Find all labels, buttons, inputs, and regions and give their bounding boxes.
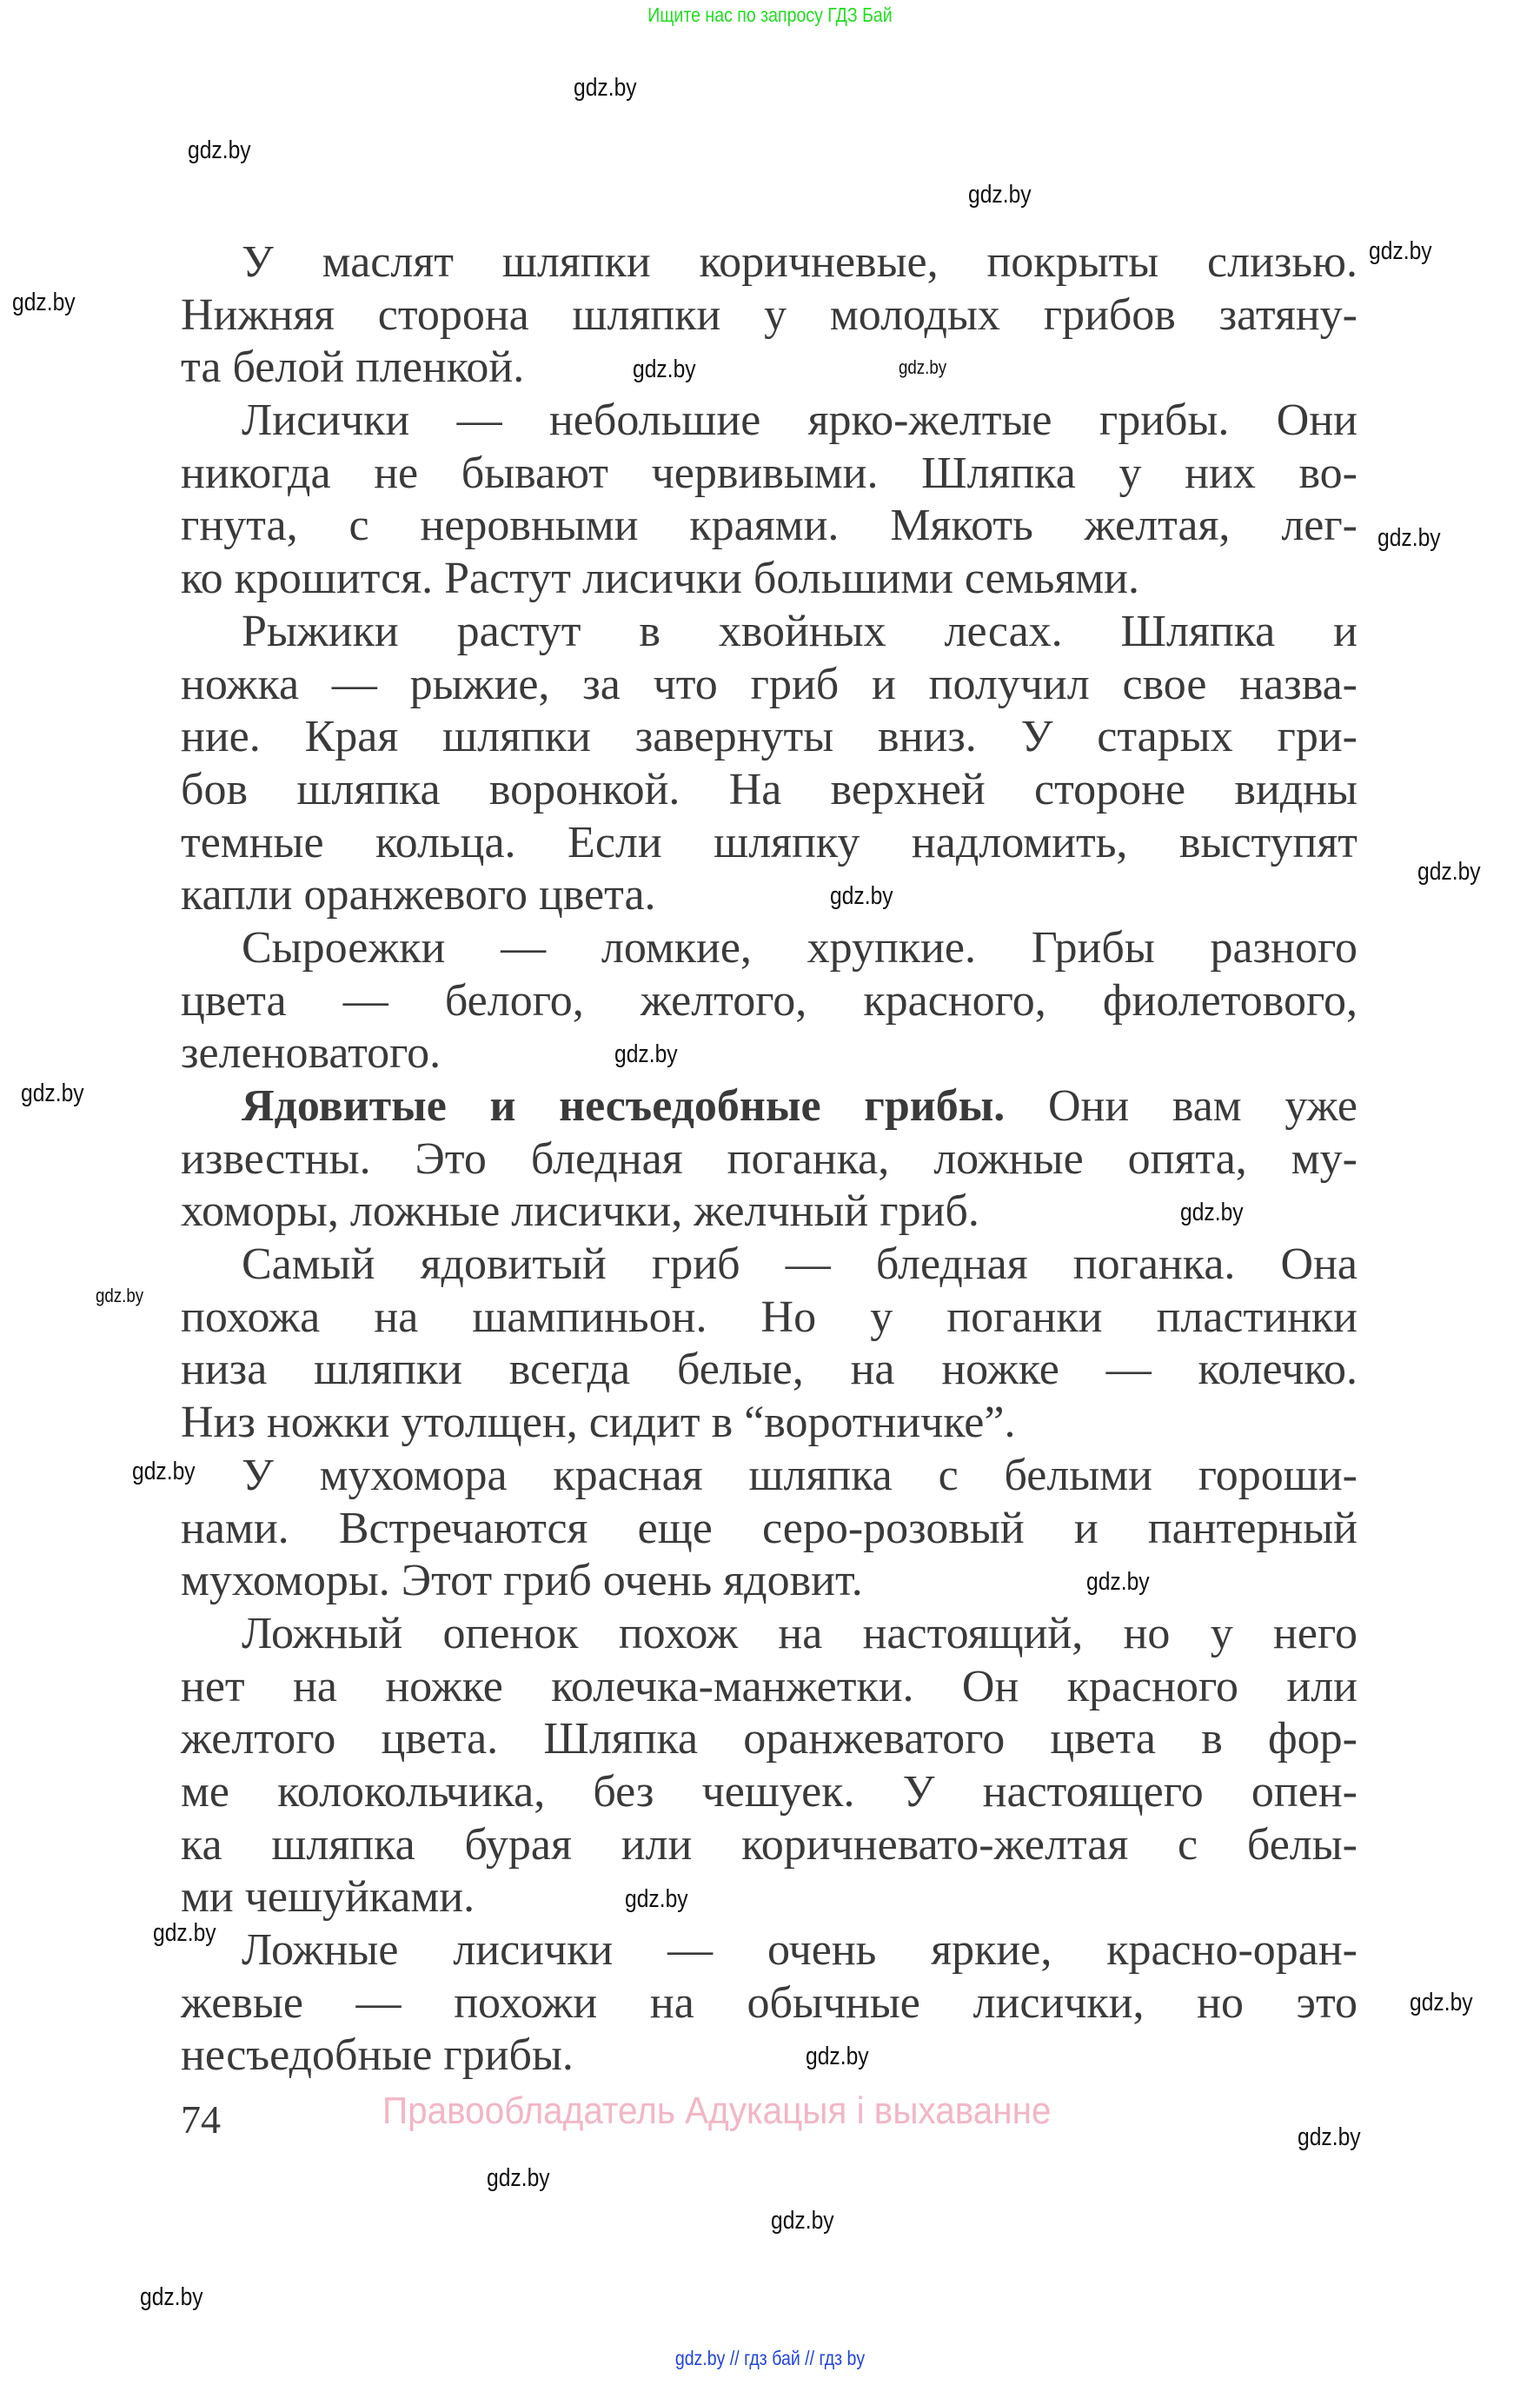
gdz-watermark: gdz.by	[1369, 237, 1432, 265]
text-line	[181, 448, 1357, 501]
text-line-content: цвета — белого, желтого, красного, фиолетового,	[181, 975, 1357, 1026]
body-text	[181, 236, 1357, 2083]
text-line	[181, 2030, 1357, 2083]
top-banner-link[interactable]: Ищите нас по запросу ГДЗ Бай	[647, 3, 893, 26]
text-line-content: низа шляпки всегда белые, на ножке — колечко.	[181, 1345, 1357, 1395]
gdz-watermark: gdz.by	[1377, 524, 1441, 552]
footer-links[interactable]: gdz.by // гдз бай // гдз by	[674, 2347, 866, 2369]
gdz-watermark: gdz.by	[12, 289, 76, 316]
text-line	[181, 1977, 1357, 2030]
text-line	[181, 1292, 1357, 1345]
gdz-watermark: gdz.by	[625, 1885, 688, 1913]
gdz-watermark: gdz.by	[21, 1080, 84, 1107]
text-line-content: зеленоватого.	[181, 1028, 441, 1079]
gdz-watermark: gdz.by	[771, 2207, 834, 2235]
text-line	[181, 1133, 1357, 1186]
gdz-watermark: gdz.by	[96, 1285, 144, 1306]
text-line	[181, 975, 1357, 1028]
text-line	[181, 711, 1357, 764]
text-line	[181, 1924, 1357, 1977]
gdz-watermark: gdz.by	[806, 2043, 869, 2070]
text-line-content: Сыроежки — ломкие, хрупкие. Грибы разного	[242, 922, 1357, 973]
gdz-watermark: gdz.by	[1298, 2123, 1361, 2151]
text-line	[181, 236, 1357, 289]
rights-holder-watermark: Правообладатель Адукацыя і выхаванне	[382, 2089, 1052, 2132]
gdz-watermark: gdz.by	[968, 181, 1032, 209]
text-line-content: ка шляпка бурая или коричневато-желтая с белы-	[181, 1819, 1357, 1870]
text-line	[181, 869, 1357, 922]
gdz-watermark: gdz.by	[132, 1458, 196, 1485]
text-line	[181, 1450, 1357, 1503]
page-number: 74	[181, 2097, 221, 2142]
text-line	[181, 1027, 1357, 1080]
text-line-content: известны. Это бледная поганка, ложные опята, му-	[181, 1133, 1357, 1184]
text-line-content: Они вам уже	[1005, 1081, 1357, 1131]
text-line	[181, 553, 1357, 606]
text-line	[181, 764, 1357, 817]
text-line	[181, 1080, 1357, 1133]
text-line	[181, 922, 1357, 975]
text-line-content: нами. Встречаются еще серо-розовый и пантерный	[181, 1503, 1357, 1553]
text-line	[181, 1661, 1357, 1714]
gdz-watermark: gdz.by	[153, 1919, 216, 1947]
text-line	[181, 606, 1357, 659]
text-line-content: несъедобные грибы.	[181, 2030, 574, 2081]
gdz-watermark: gdz.by	[1180, 1199, 1244, 1226]
text-line-content: Ложный опенок похож на настоящий, но у него	[242, 1608, 1357, 1658]
text-line-content: бов шляпка воронкой. На верхней стороне видны	[181, 764, 1357, 814]
text-line	[181, 395, 1357, 448]
text-line	[181, 342, 1357, 395]
text-line	[181, 1713, 1357, 1766]
text-line	[181, 1397, 1357, 1450]
text-line-content: хоморы, ложные лисички, желчный гриб.	[181, 1186, 979, 1237]
text-line	[181, 289, 1357, 342]
text-line	[181, 1239, 1357, 1292]
text-line-content: темные кольца. Если шляпку надломить, выступят	[181, 817, 1357, 867]
gdz-watermark: gdz.by	[574, 74, 637, 102]
text-line-content: капли оранжевого цвета.	[181, 870, 656, 920]
gdz-watermark: gdz.by	[614, 1040, 678, 1068]
gdz-watermark: gdz.by	[1417, 858, 1481, 886]
text-line	[181, 500, 1357, 553]
text-line-content: гнута, с неровными краями. Мякоть желтая, лег-	[181, 501, 1357, 551]
text-line-content: Самый ядовитый гриб — бледная поганка. Она	[242, 1239, 1357, 1290]
section-heading: Ядовитые и несъедобные грибы.	[242, 1081, 1006, 1131]
text-line-content: Нижняя сторона шляпки у молодых грибов затяну-	[181, 289, 1357, 340]
text-line-content: нет на ножке колечка-манжетки. Он красного или	[181, 1661, 1357, 1711]
text-line	[181, 1344, 1357, 1397]
gdz-watermark: gdz.by	[633, 355, 696, 383]
text-line-content: ме колокольчика, без чешуек. У настоящего опен-	[181, 1766, 1357, 1817]
text-line-content: жевые — похожи на обычные лисички, но это	[181, 1977, 1357, 2028]
text-line-content: У маслят шляпки коричневые, покрыты слизью.	[242, 237, 1357, 287]
text-line-content: ми чешуйками.	[181, 1872, 475, 1923]
text-line-content: Рыжики растут в хвойных лесах. Шляпка и	[242, 606, 1357, 656]
text-line-content: ние. Края шляпки завернуты вниз. У старых гри-	[181, 712, 1357, 762]
gdz-watermark: gdz.by	[1086, 1568, 1150, 1596]
text-line	[181, 1871, 1357, 1924]
text-line-content: Лисички — небольшие ярко-желтые грибы. Они	[242, 395, 1357, 446]
text-line	[181, 1503, 1357, 1556]
text-line	[181, 1555, 1357, 1608]
text-line-content: похожа на шампиньон. Но у поганки пластинки	[181, 1292, 1357, 1342]
text-line	[181, 1819, 1357, 1872]
text-line-content: Ложные лисички — очень яркие, красно-оран-	[242, 1925, 1357, 1975]
text-line-content: никогда не бывают червивыми. Шляпка у них во-	[181, 448, 1357, 498]
text-line-content: ножка — рыжие, за что гриб и получил свое назва-	[181, 659, 1357, 709]
text-line-content: желтого цвета. Шляпка оранжеватого цвета в фор-	[181, 1714, 1357, 1764]
text-line-content: мухоморы. Этот гриб очень ядовит.	[181, 1556, 863, 1606]
text-line	[181, 659, 1357, 712]
gdz-watermark: gdz.by	[830, 882, 893, 910]
gdz-watermark: gdz.by	[188, 136, 251, 164]
text-line	[181, 1766, 1357, 1819]
gdz-watermark: gdz.by	[1410, 1989, 1473, 2016]
gdz-watermark: gdz.by	[140, 2283, 203, 2311]
text-line-content: та белой пленкой.	[181, 342, 525, 393]
text-line-content: Низ ножки утолщен, сидит в “воротничке”.	[181, 1398, 1016, 1448]
text-line	[181, 817, 1357, 870]
text-line-content: У мухомора красная шляпка с белыми гороши-	[242, 1450, 1357, 1500]
text-line-content: ко крошится. Растут лисички большими семьями.	[181, 554, 1139, 604]
gdz-watermark: gdz.by	[899, 356, 947, 378]
text-line	[181, 1608, 1357, 1661]
gdz-watermark: gdz.by	[487, 2164, 550, 2192]
